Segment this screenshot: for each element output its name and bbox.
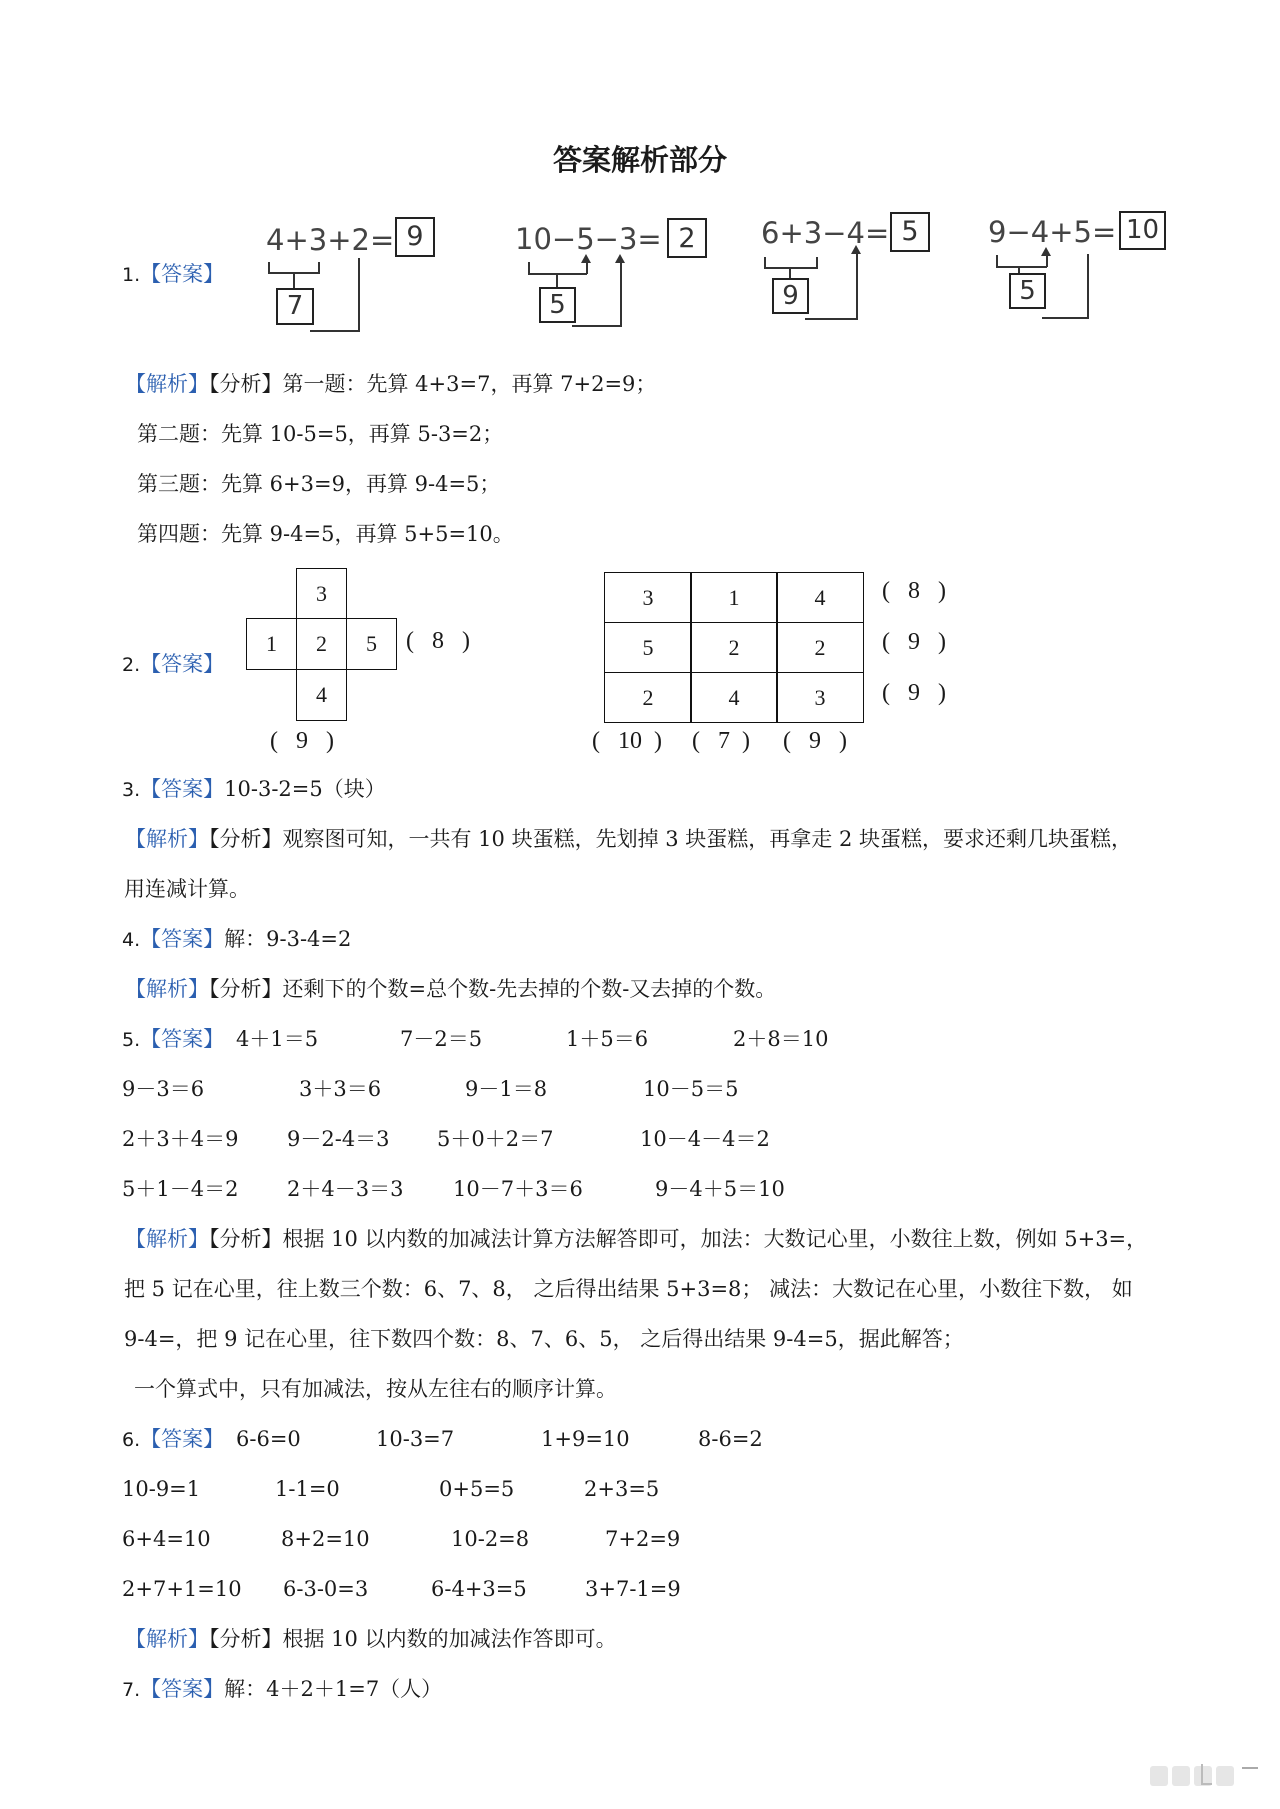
q1-p2-expression: 10−5−3= xyxy=(515,222,662,256)
q1-analysis-line-4: 第四题：先算 9-4=5，再算 5+5=10。 xyxy=(137,522,514,546)
q1-p2-line-across xyxy=(572,325,622,327)
q7-answer: 解：4＋2＋1=7（人） xyxy=(224,1677,443,1701)
q6-eq: 2+7+1=10 xyxy=(122,1577,242,1601)
q3-analysis-line-2: 用连减计算。 xyxy=(124,877,250,901)
q2-grid-cell: 3 xyxy=(604,572,692,623)
q6-eq: 1+9=10 xyxy=(541,1427,630,1451)
q2-cross-center: 2 xyxy=(296,618,347,670)
q4-answer: 解：9-3-4=2 xyxy=(224,927,352,951)
q1-p1-line-across xyxy=(310,330,360,332)
q1-p1-connector xyxy=(293,274,295,288)
q6-eq: 6-3-0=3 xyxy=(283,1577,369,1601)
q1-p3-line-across xyxy=(805,318,858,320)
q2-grid-cell: 1 xyxy=(690,572,778,623)
q6-eq: 6-6=0 xyxy=(236,1427,301,1451)
q6-eq: 7+2=9 xyxy=(605,1527,681,1551)
q5-eq: 1＋5＝6 xyxy=(566,1027,649,1051)
q1-p1-line-down xyxy=(358,258,360,330)
q6-label: 6.【答案】 xyxy=(122,1427,225,1451)
q5-eq: 5＋1－4＝2 xyxy=(122,1177,239,1201)
q2-grid-row-sum: ( 9 ) xyxy=(882,629,946,655)
q1-p3-result-box: 5 xyxy=(890,212,930,252)
q1-p4-bracket-right xyxy=(1046,255,1048,267)
q6-eq: 8-6=2 xyxy=(698,1427,763,1451)
q5-eq: 2＋8＝10 xyxy=(733,1027,829,1051)
q2-cross-top: 3 xyxy=(296,568,347,619)
q5-eq: 9－1＝8 xyxy=(465,1077,548,1101)
q5-eq: 4＋1＝5 xyxy=(236,1027,319,1051)
q1-label: 1.【答案】 xyxy=(122,262,225,286)
q6-eq: 10-3=7 xyxy=(376,1427,455,1451)
q4-analysis-line: 【解析】【分析】还剩下的个数=总个数-先去掉的个数-又去掉的个数。 xyxy=(125,977,777,1001)
q1-p2-partial-box: 5 xyxy=(539,287,576,323)
q6-eq: 10-9=1 xyxy=(122,1477,201,1501)
q2-cross-left: 1 xyxy=(246,618,297,670)
q2-grid-cell: 4 xyxy=(776,572,864,623)
q5-eq: 2＋4－3＝3 xyxy=(287,1177,404,1201)
page-title: 答案解析部分 xyxy=(552,143,727,177)
q1-p2-line-down xyxy=(620,262,622,326)
q1-p3-bracket xyxy=(764,257,818,269)
q5-eq: 7－2＝5 xyxy=(400,1027,483,1051)
q2-grid-col-sum: ( 7 ) xyxy=(692,728,750,754)
q5-eq: 9－4＋5＝10 xyxy=(655,1177,785,1201)
q5-eq: 9－3＝6 xyxy=(122,1077,205,1101)
q2-grid-row-sum: ( 8 ) xyxy=(882,578,946,604)
q6-eq: 10-2=8 xyxy=(451,1527,530,1551)
answer-tag: 【答案】 xyxy=(140,262,225,286)
q5-eq: 2＋3＋4＝9 xyxy=(122,1127,239,1151)
q5-analysis-line-3: 9-4=，把 9 记在心里，往下数四个数：8、7、6、5， 之后得出结果 9-4=5，据此解答； xyxy=(124,1327,964,1351)
q6-eq: 6+4=10 xyxy=(122,1527,211,1551)
q1-p2-connector xyxy=(556,274,558,288)
q1-p4-arrow xyxy=(1041,247,1051,256)
q1-p2-result-box: 2 xyxy=(667,218,707,258)
q6-eq: 1-1=0 xyxy=(275,1477,340,1501)
q2-cross-bottom: 4 xyxy=(296,669,347,721)
q1-p3-expression: 6+3−4= xyxy=(761,216,890,250)
q6-eq: 0+5=5 xyxy=(439,1477,515,1501)
q5-analysis-line-4: 一个算式中，只有加减法，按从左往右的顺序计算。 xyxy=(134,1377,617,1401)
q5-eq: 10－4－4＝2 xyxy=(640,1127,770,1151)
q5-analysis-line-1: 【解析】【分析】根据 10 以内数的加减法计算方法解答即可，加法：大数记心里，小数往上数，例如 5+3=， xyxy=(125,1227,1148,1251)
q1-p2-arrow-1 xyxy=(581,254,591,263)
q2-cross-right: 5 xyxy=(346,618,397,670)
q7-answer-line: 7.【答案】解：4＋2＋1=7（人） xyxy=(122,1677,443,1701)
q3-answer: 10-3-2=5（块） xyxy=(224,777,386,801)
q1-analysis-line-1: 【解析】【分析】第一题：先算 4+3=7，再算 7+2=9； xyxy=(125,372,657,396)
q2-grid-cell: 2 xyxy=(690,622,778,673)
q2-grid-cell: 2 xyxy=(776,622,864,673)
q5-eq: 9－2-4＝3 xyxy=(287,1127,390,1151)
q2-cross-row-sum: ( 8 ) xyxy=(406,628,470,654)
q6-analysis-line: 【解析】【分析】根据 10 以内数的加减法作答即可。 xyxy=(125,1627,617,1651)
q1-p4-partial-box: 5 xyxy=(1009,273,1046,309)
q5-eq: 10－7＋3＝6 xyxy=(453,1177,583,1201)
q5-label: 5.【答案】 xyxy=(122,1027,225,1051)
q1-p3-partial-box: 9 xyxy=(772,278,809,314)
q2-grid-cell: 5 xyxy=(604,622,692,673)
q1-p4-result-box: 10 xyxy=(1119,211,1166,250)
q1-p3-line-down xyxy=(856,253,858,319)
q1-p1-partial-box: 7 xyxy=(276,288,314,325)
q1-p4-bracket-bottom xyxy=(996,266,1047,268)
q4-answer-line: 4.【答案】解：9-3-4=2 xyxy=(122,927,352,951)
q1-p2-arrow-2 xyxy=(615,254,625,263)
q6-eq: 8+2=10 xyxy=(281,1527,370,1551)
q5-eq: 10－5＝5 xyxy=(643,1077,739,1101)
q5-eq: 3＋3＝6 xyxy=(299,1077,382,1101)
q1-analysis-line-2: 第二题：先算 10-5=5，再算 5-3=2； xyxy=(137,422,504,446)
q2-grid-col-sum: ( 9 ) xyxy=(783,728,847,754)
q1-p2-bracket-right xyxy=(586,262,588,274)
q2-cross-col-sum: ( 9 ) xyxy=(270,728,334,754)
q1-p1-expression: 4+3+2= xyxy=(266,223,395,257)
q6-eq: 2+3=5 xyxy=(584,1477,660,1501)
q2-grid-cell: 4 xyxy=(690,672,778,723)
corner-watermark-icon xyxy=(1150,1760,1260,1790)
q1-p4-line-down xyxy=(1087,254,1089,318)
q1-p4-line-across xyxy=(1042,317,1089,319)
q2-grid-cell: 2 xyxy=(604,672,692,723)
q5-eq: 5＋0＋2＝7 xyxy=(437,1127,554,1151)
q6-eq: 3+7-1=9 xyxy=(585,1577,681,1601)
q2-grid-cell: 3 xyxy=(776,672,864,723)
q1-p1-result-box: 9 xyxy=(395,217,435,257)
q1-analysis-line-3: 第三题：先算 6+3=9，再算 9-4=5； xyxy=(137,472,501,496)
q2-grid-col-sum: ( 10 ) xyxy=(592,728,662,754)
q1-p1-bracket xyxy=(268,262,320,274)
q1-p3-arrow xyxy=(851,245,861,254)
q3-analysis-line-1: 【解析】【分析】观察图可知，一共有 10 块蛋糕，先划掉 3 块蛋糕，再拿走 2 块蛋糕，要求还剩几块蛋糕， xyxy=(125,827,1132,851)
q3-answer-line: 3.【答案】10-3-2=5（块） xyxy=(122,777,386,801)
q2-grid-row-sum: ( 9 ) xyxy=(882,680,946,706)
q1-p4-expression: 9−4+5= xyxy=(988,215,1117,249)
q2-label: 2.【答案】 xyxy=(122,652,225,676)
q6-eq: 6-4+3=5 xyxy=(431,1577,527,1601)
q5-analysis-line-2: 把 5 记在心里，往上数三个数：6、7、8， 之后得出结果 5+3=8； 减法：大数记在心里，小数往下数， 如 xyxy=(124,1277,1133,1301)
